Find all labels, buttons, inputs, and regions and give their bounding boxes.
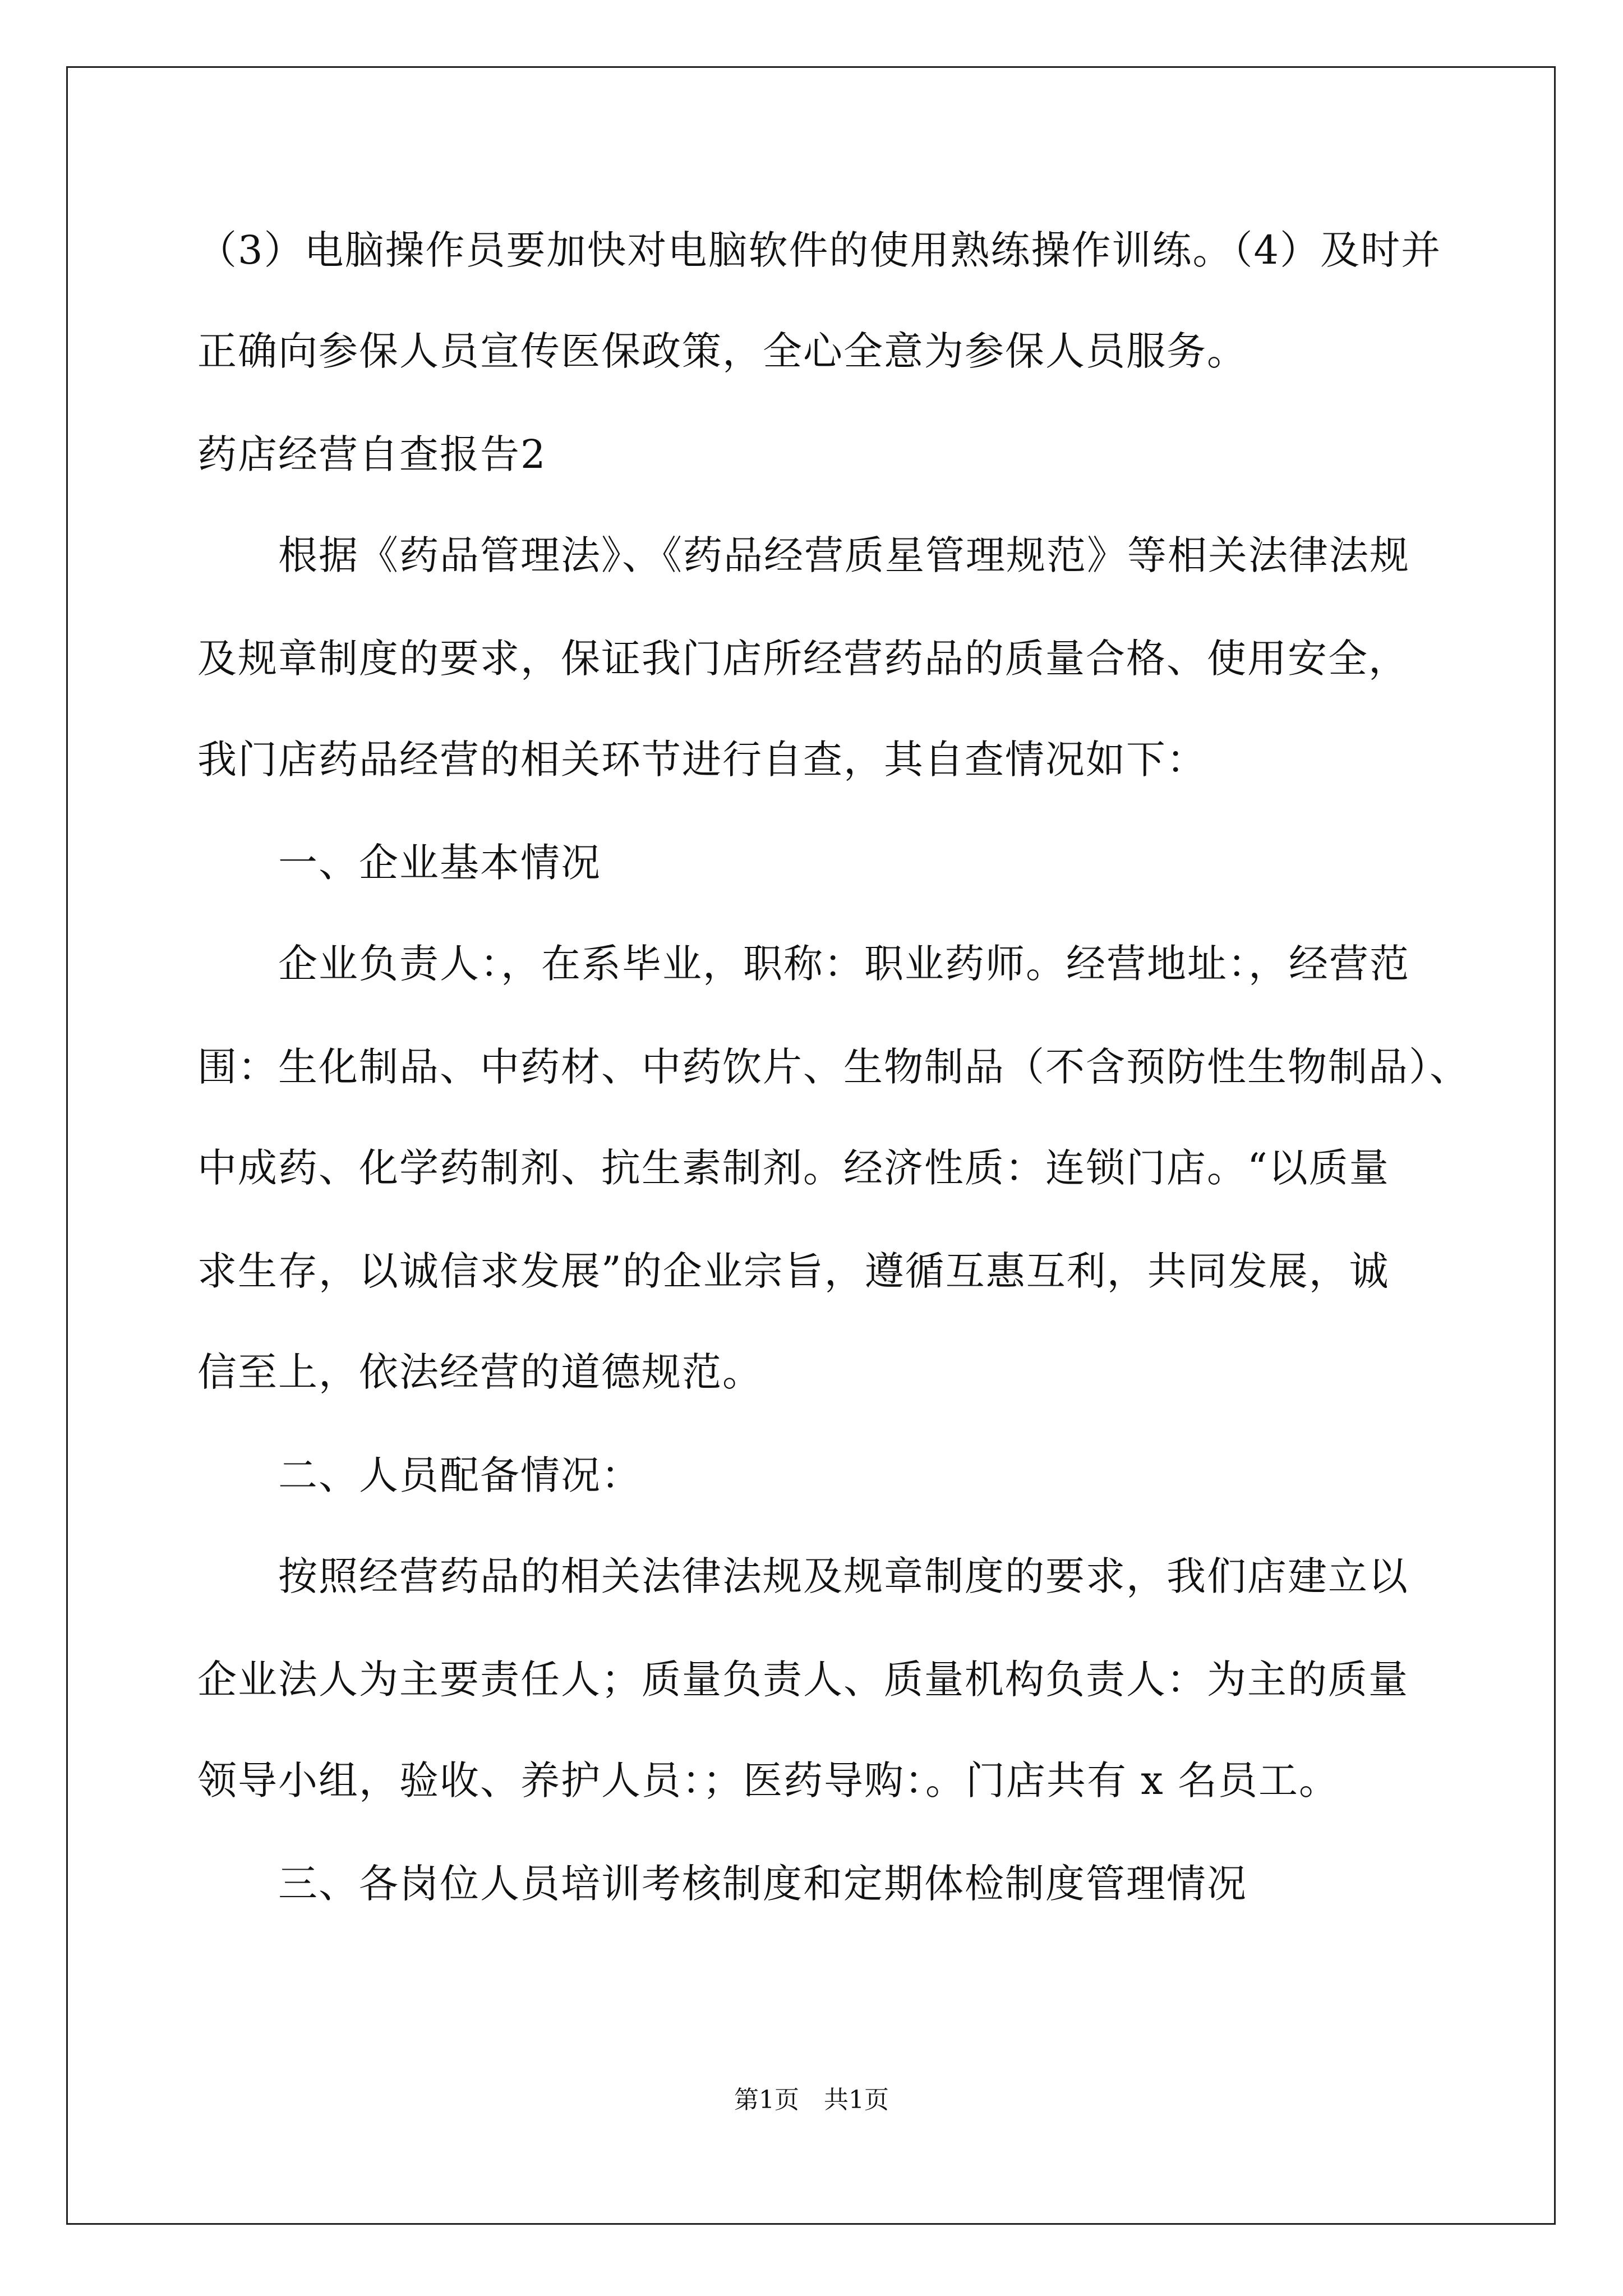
subsection-heading: 二、人员配备情况： — [278, 1452, 642, 1498]
paragraph-line: 根据《药品管理法》、《药品经营质星管理规范》等相关法律法规 — [278, 532, 1410, 578]
paragraph-line: 企业法人为主要责任人；质量负责人、质量机构负责人：为主的质量 — [197, 1657, 1409, 1703]
page-footer: 第1页 共1页 — [734, 2086, 889, 2114]
paragraph-line: 企业负责人：，在系毕业，职称：职业药师。经营地址：，经营范 — [278, 941, 1410, 987]
paragraph-line: 按照经营药品的相关法律法规及规章制度的要求，我们店建立以 — [278, 1553, 1409, 1599]
subsection-heading: 一、企业基本情况 — [278, 840, 601, 886]
paragraph-line: 信至上，依法经营的道德规范。 — [197, 1349, 763, 1395]
paragraph-line: 求生存，以诚信求发展”的企业宗旨，遵循互惠互利，共同发展，诚 — [197, 1248, 1390, 1294]
paragraph-line: 正确向参保人员宣传医保政策，全心全意为参保人员服务。 — [197, 328, 1247, 374]
paragraph-line: 领导小组，验收、养护人员：；医药导购：。门店共有 x 名员工。 — [197, 1757, 1339, 1803]
paragraph-line: 中成药、化学药制剂、抗生素制剂。经济性质：连锁门店。“以质量 — [197, 1145, 1390, 1191]
paragraph-line: （3）电脑操作员要加快对电脑软件的使用熟练操作训练。（4）及时并 — [197, 227, 1442, 273]
section-heading: 药店经营自查报告2 — [197, 431, 547, 477]
subsection-heading: 三、各岗位人员培训考核制度和定期体检制度管理情况 — [278, 1861, 1247, 1907]
paragraph-line: 我门店药品经营的相关环节进行自查，其自查情况如下： — [197, 737, 1207, 783]
paragraph-line: 及规章制度的要求，保证我门店所经营药品的质量合格、使用安全， — [197, 636, 1409, 682]
paragraph-line: 围：生化制品、中药材、中药饮片、生物制品（不含预防性生物制品）、 — [197, 1044, 1470, 1090]
